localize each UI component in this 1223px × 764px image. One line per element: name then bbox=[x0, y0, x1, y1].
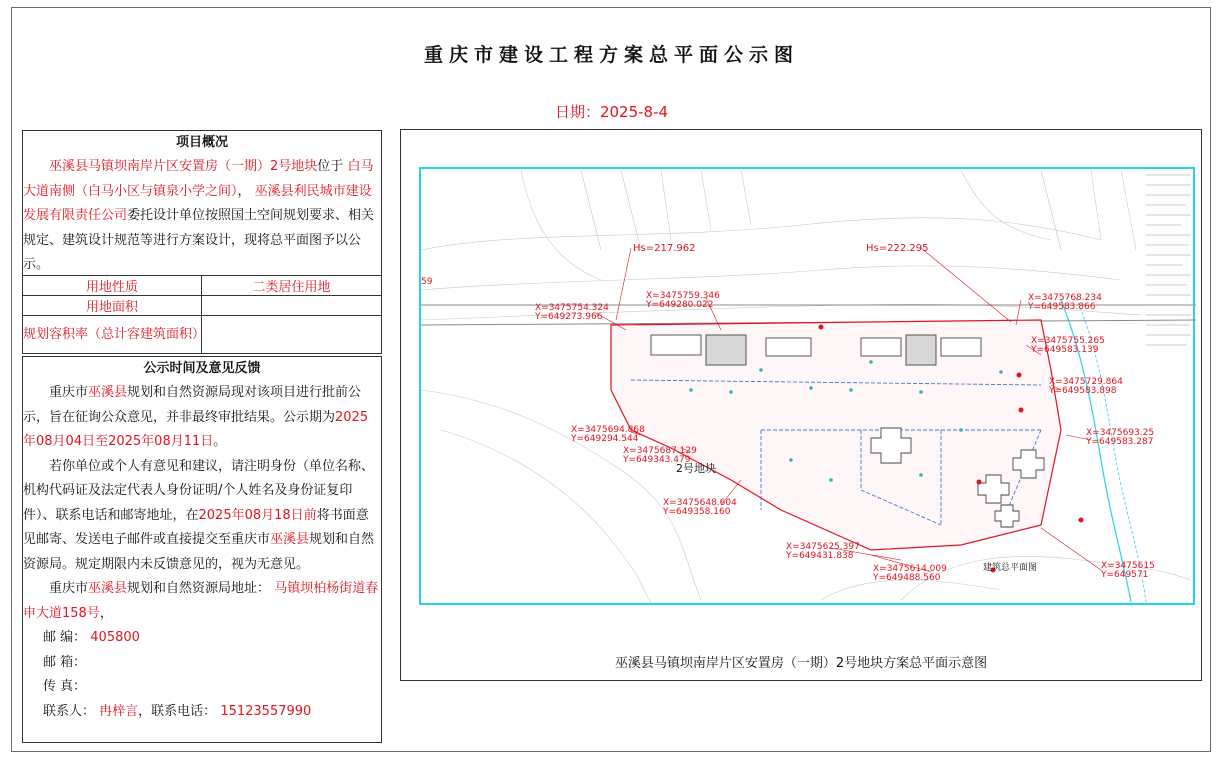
notice-paragraph-2 bbox=[23, 455, 381, 578]
table-row bbox=[23, 296, 381, 316]
separator: ， bbox=[237, 183, 251, 199]
address-value: 马镇坝柏杨街道春申大道158号 bbox=[23, 581, 379, 621]
text-span: 规划和自然资源局现对该项目进行批前公示，旨在征询公众意见，并非最终审批结果。公示期为 bbox=[23, 385, 362, 425]
publish-date: 日期：2025-8-4 bbox=[554, 103, 669, 121]
location-prefix: 位于 bbox=[317, 159, 344, 174]
text-span: 规划和自然资源局地址： bbox=[127, 581, 271, 596]
far-value bbox=[202, 316, 382, 354]
postcode-row bbox=[23, 626, 381, 651]
coord-y: Y=649488.560 bbox=[873, 573, 941, 583]
text-span: 重庆市 bbox=[49, 581, 89, 596]
postcode-label: 邮 编： bbox=[43, 630, 87, 645]
land-use-value: 二类居住用地 bbox=[202, 276, 382, 296]
coord-x: X=3475759.346 bbox=[646, 291, 720, 301]
postcode-value: 405800 bbox=[90, 630, 140, 645]
notice-heading: 公示时间及意见反馈 bbox=[143, 361, 261, 376]
coord-x: X=3475687.129 bbox=[623, 446, 697, 456]
coord-x: X=3475755.265 bbox=[1031, 336, 1105, 346]
coord-y: Y=649358.160 bbox=[663, 507, 731, 517]
coord-y: Y=649583.139 bbox=[1031, 345, 1099, 355]
site-plan-drawing bbox=[401, 130, 1201, 680]
contact-name: 冉梓言 bbox=[99, 703, 139, 719]
hs-left-label: Hs=217.962 bbox=[633, 243, 696, 254]
feedback-deadline: 2025年08月18日前 bbox=[198, 507, 317, 523]
coord-y: Y=649583.898 bbox=[1049, 386, 1117, 396]
fax-label: 传 真： bbox=[43, 679, 87, 694]
notice-paragraph-1 bbox=[23, 381, 381, 455]
overview-heading: 项目概况 bbox=[175, 135, 228, 150]
developer-name: 巫溪县利民城市建设发展有限责任公司 bbox=[23, 183, 372, 223]
fax-row bbox=[23, 675, 381, 700]
text-span: 。 bbox=[213, 434, 227, 449]
coord-y: Y=649571 bbox=[1101, 570, 1149, 580]
drawing-caption: 巫溪县马镇坝南岸片区安置房（一期）2号地块方案总平面示意图 bbox=[614, 656, 988, 671]
coord-y: Y=649273.966 bbox=[535, 312, 603, 322]
text-span: ， bbox=[99, 605, 113, 621]
project-name: 巫溪县马镇坝南岸片区安置房（一期）2号地块 bbox=[49, 159, 318, 174]
table-row bbox=[23, 276, 381, 296]
coord-y: Y=649583.866 bbox=[1028, 302, 1096, 312]
land-area-value bbox=[202, 296, 382, 316]
site-plan-panel bbox=[400, 129, 1202, 681]
coord-y: Y=649280.022 bbox=[646, 300, 714, 310]
hs-right-label: Hs=222.295 bbox=[866, 243, 929, 254]
text-span: 重庆市 bbox=[49, 385, 89, 400]
county-name: 巫溪县 bbox=[88, 581, 128, 596]
plot-label: 2号地块 bbox=[676, 462, 716, 475]
page-title: 重庆市建设工程方案总平面公示图 bbox=[423, 44, 799, 66]
coord-x: X=3475693.25 bbox=[1086, 428, 1155, 438]
phone-number: 15123557990 bbox=[220, 703, 312, 719]
text-span: 若你单位或个人有意见和建议，请注明身份（单位名称、机构代码证及法定代表人身份证明/个人姓名及身份证复印件）、联系电话和邮寄地址，在 bbox=[23, 458, 375, 523]
coord-y: Y=649343.479 bbox=[623, 455, 691, 465]
coord-y: Y=649431.838 bbox=[786, 551, 854, 561]
land-info-table bbox=[23, 275, 381, 354]
publicity-period: 2025年08月04日至2025年08月11日 bbox=[23, 409, 369, 449]
project-location: 白马大道南侧（白马小区与镇泉小学之间） bbox=[23, 159, 374, 199]
coord-y: Y=649583.287 bbox=[1086, 437, 1154, 447]
bureau-address bbox=[23, 577, 381, 626]
contact-label: 联系人： bbox=[43, 703, 96, 719]
coord-y: Y=649294.544 bbox=[571, 434, 639, 444]
project-overview-panel bbox=[22, 130, 382, 354]
email-label: 邮 箱： bbox=[43, 654, 87, 670]
county-name: 巫溪县 bbox=[88, 385, 128, 400]
table-row bbox=[23, 316, 381, 354]
overview-paragraph bbox=[23, 155, 381, 278]
coord-x: X=3475648.604 bbox=[663, 498, 737, 508]
email-row bbox=[23, 651, 381, 676]
overview-description: 委托设计单位按照国土空间规划要求、相关规定、建筑设计规范等进行方案设计，现将总平面图予以公示。 bbox=[23, 208, 375, 272]
coord-x: X=3475615 bbox=[1101, 561, 1155, 571]
text-span: 将书面意见邮寄、发送电子邮件或直接提交至重庆市 bbox=[23, 507, 369, 547]
edge-mark: 59 bbox=[421, 277, 433, 287]
coord-x: X=3475625.397 bbox=[786, 542, 860, 552]
notice-panel bbox=[22, 356, 382, 743]
coord-x: X=3475694.868 bbox=[571, 425, 645, 435]
text-span: 规划和自然资源局。规定期限内未反馈意见的，视为无意见。 bbox=[23, 532, 375, 572]
land-use-label: 用地性质 bbox=[23, 276, 202, 296]
land-area-label: 用地面积 bbox=[23, 296, 202, 316]
plan-label: 建筑总平面图 bbox=[983, 563, 1038, 573]
coord-x: X=3475729.864 bbox=[1049, 377, 1123, 387]
coord-x: X=3475614.009 bbox=[873, 564, 947, 574]
coord-x: X=3475768.234 bbox=[1028, 293, 1102, 303]
far-label: 规划容积率（总计容建筑面积） bbox=[23, 316, 202, 354]
coord-x: X=3475754.324 bbox=[535, 303, 609, 313]
contact-row bbox=[23, 700, 381, 725]
phone-label: ，联系电话： bbox=[138, 703, 217, 719]
county-name: 巫溪县 bbox=[270, 532, 310, 547]
